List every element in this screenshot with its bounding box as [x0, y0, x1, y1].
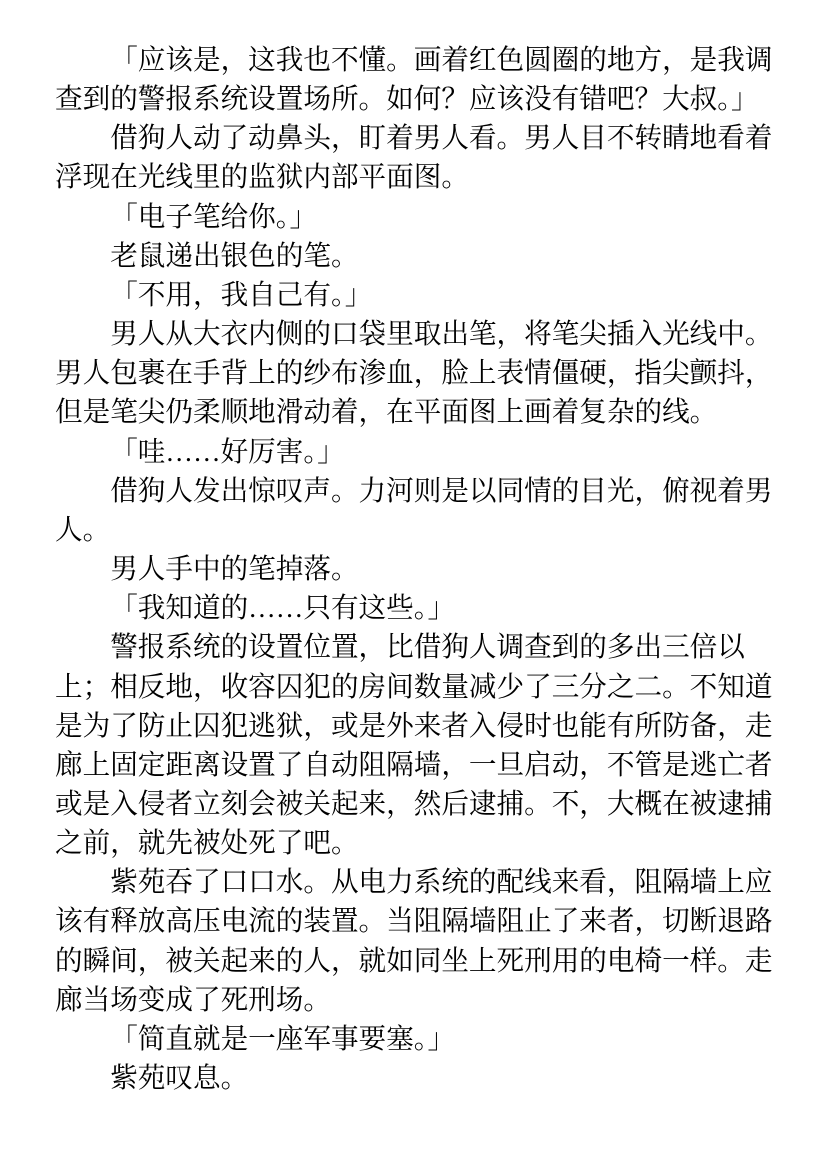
- paragraph: 紫苑吞了口口水。从电力系统的配线来看，阻隔墙上应该有释放高压电流的装置。当阻隔墙阻止了来者，切断退路的瞬间，被关起来的人，就如同坐上死刑用的电椅一样。走廊当场变成了死刑场。: [55, 866, 773, 1015]
- paragraph: 借狗人发出惊叹声。力河则是以同情的目光，俯视着男人。: [55, 474, 773, 545]
- paragraph: 「哇……好厉害。」: [110, 435, 345, 467]
- paragraph: 借狗人动了动鼻头，盯着男人看。男人目不转睛地看着浮现在光线里的监狱内部平面图。: [55, 122, 773, 193]
- paragraph: 「电子笔给你。」: [110, 200, 318, 232]
- paragraph: 「简直就是一座军事要塞。」: [110, 1022, 456, 1054]
- paragraph: 「我知道的……只有这些。」: [110, 592, 456, 624]
- paragraph: 男人从大衣内侧的口袋里取出笔，将笔尖插入光线中。男人包裹在手背上的纱布渗血，脸上表情僵硬，指尖颤抖，但是笔尖仍柔顺地滑动着，在平面图上画着复杂的线。: [55, 318, 773, 428]
- novel-text: [55, 40, 775, 1097]
- paragraph: 男人手中的笔掉落。: [110, 553, 359, 585]
- paragraph: 「应该是，这我也不懂。画着红色圆圈的地方，是我调查到的警报系统设置场所。如何？应该没有错吧？大叔。」: [55, 44, 773, 115]
- paragraph: 警报系统的设置位置，比借狗人调查到的多出三倍以上；相反地，收容囚犯的房间数量减少了三分之二。不知道是为了防止囚犯逃狱，或是外来者入侵时也能有所防备，走廊上固定距离设置了自动阻隔墙，一旦启动，不管是逃亡者或是入侵者立刻会被关起来，然后逮捕。不，大概在被逮捕之前，就先被处死了吧。: [55, 631, 773, 859]
- paragraph: 老鼠递出银色的笔。: [110, 239, 359, 271]
- paragraph: 「不用，我自己有。」: [110, 278, 373, 310]
- paragraph: 紫苑叹息。: [110, 1062, 249, 1094]
